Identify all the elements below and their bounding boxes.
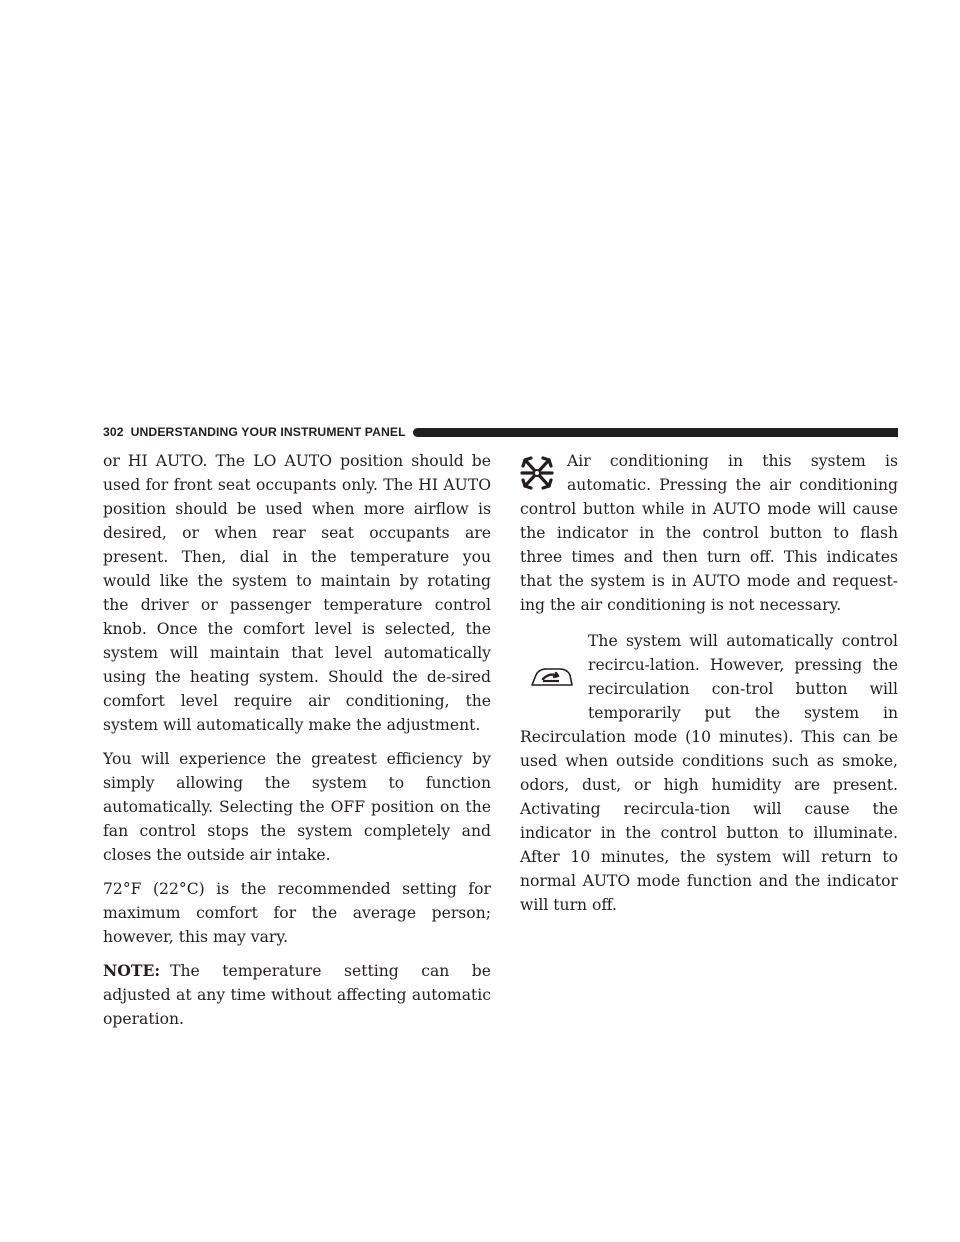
ac-paragraph-block — [520, 449, 898, 617]
snowflake-icon — [520, 449, 567, 497]
left-column — [103, 449, 491, 1031]
right-column — [520, 449, 898, 917]
recirc-paragraph-block — [520, 629, 898, 917]
paragraph-lo-hi-auto: or HI AUTO. The LO AUTO position should be used for front seat occupants only. The HI AUTO position should be used when more airflow is desired, or when rear seat occupants are present. Then, dial in the temperature you would like the system to maintain by rotating the driver or passenger temperature control knob. Once the comfort level is selected, the system will maintain that level automatically using the heating system. Should the de-sired comfort level require air conditioning, the system will automatically make the adjustment. — [103, 452, 491, 734]
note-text: The temperature setting can be adjusted at any time without affecting automatic operation. — [103, 962, 491, 1028]
recirc-paragraph-text: The system will automatically control recircu-lation. However, pressing the recirculation con-trol button will temporarily put the system in Recirculation mode (10 minutes). This can be used when outside conditions such as smoke, odors, dust, or high humidity are present. Activating recircula-tion will cause the indicator in the control button to illuminate. After 10 minutes, the system will return to normal AUTO mode function and the indicator will turn off. — [520, 632, 898, 914]
header-text — [103, 425, 406, 439]
section-title: UNDERSTANDING YOUR INSTRUMENT PANEL — [130, 425, 406, 439]
note-paragraph — [103, 959, 491, 1031]
page-header — [103, 422, 898, 442]
ac-paragraph-text: Air conditioning in this system is automatic. Pressing the air conditioning control button while in AUTO mode will cause the indicator in the control button to flash three times and then turn off. This indicates that the system is in AUTO mode and request-ing the air conditioning is not necessary. — [520, 452, 898, 614]
paragraph-recommended-setting: 72°F (22°C) is the recommended setting for maximum comfort for the average person; however, this may vary. — [103, 880, 491, 946]
note-label: NOTE: — [103, 961, 161, 980]
header-rule — [413, 428, 898, 437]
recirculation-icon — [520, 629, 588, 725]
paragraph-efficiency: You will experience the greatest efficiency by simply allowing the system to function automatically. Selecting the OFF position on the fan control stops the system completely and closes the outside air intake. — [103, 750, 491, 864]
page-number: 302 — [103, 425, 124, 439]
